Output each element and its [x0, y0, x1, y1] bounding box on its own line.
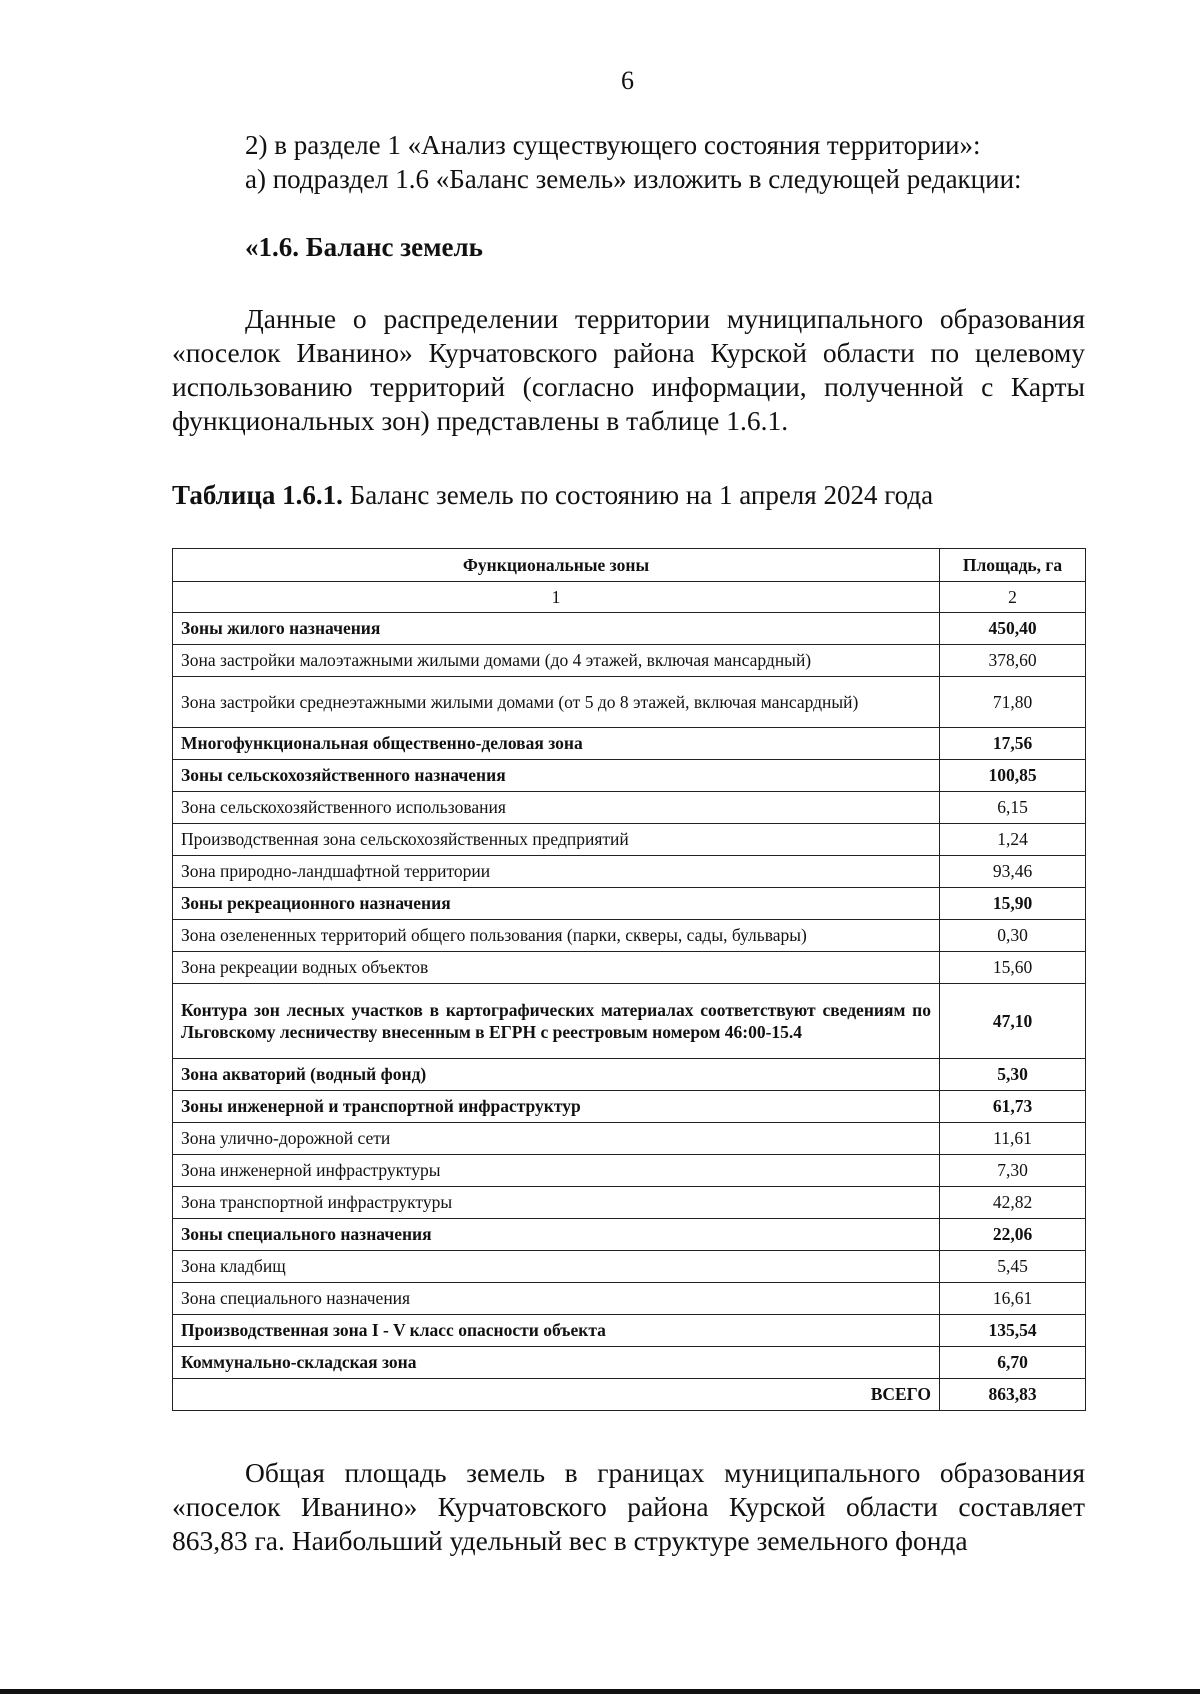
zone-name: Зона специального назначения [173, 1283, 940, 1315]
table-row [173, 677, 1086, 728]
table-column-numbers-row [173, 582, 1086, 613]
zone-name: Зона акваторий (водный фонд) [173, 1059, 940, 1091]
zone-area: 42,82 [940, 1187, 1086, 1219]
table-total-row [173, 1379, 1086, 1411]
table-row [173, 920, 1086, 952]
table-row [173, 1315, 1086, 1347]
zone-area: 6,15 [940, 792, 1086, 824]
column-number-1: 1 [173, 582, 940, 613]
total-label: ВСЕГО [173, 1379, 940, 1411]
zone-name: Зона застройки малоэтажными жилыми домами (до 4 этажей, включая мансардный) [173, 645, 940, 677]
table-row [173, 952, 1086, 984]
table-row [173, 1123, 1086, 1155]
zone-name: Зона улично-дорожной сети [173, 1123, 940, 1155]
zone-name: Зоны сельскохозяйственного назначения [173, 760, 940, 792]
zone-name: Зона инженерной инфраструктуры [173, 1155, 940, 1187]
zone-name: Коммунально-складская зона [173, 1347, 940, 1379]
table-row [173, 792, 1086, 824]
zone-name: Зоны специального назначения [173, 1219, 940, 1251]
table-row [173, 1219, 1086, 1251]
zone-area: 93,46 [940, 856, 1086, 888]
table-caption [172, 478, 933, 512]
zone-area: 16,61 [940, 1283, 1086, 1315]
zone-area: 0,30 [940, 920, 1086, 952]
table-caption-text: Баланс земель по состоянию на 1 апреля 2024 года [342, 480, 934, 510]
zone-area: 15,60 [940, 952, 1086, 984]
zone-name: Зоны жилого назначения [173, 613, 940, 645]
zone-name: Производственная зона сельскохозяйственных предприятий [173, 824, 940, 856]
table-row [173, 728, 1086, 760]
table-row [173, 760, 1086, 792]
zone-name: Зона кладбищ [173, 1251, 940, 1283]
zone-area: 11,61 [940, 1123, 1086, 1155]
zone-area: 1,24 [940, 824, 1086, 856]
paragraph-summary: Общая площадь земель в границах муниципального образования «поселок Иванино» Курчатовского района Курской области составляет 863,83 га. Наибольший удельный вес в структуре земельного фонда [172, 1457, 1085, 1556]
table-caption-label: Таблица 1.6.1. [172, 480, 343, 510]
table-header-row [173, 549, 1086, 582]
header-zones: Функциональные зоны [173, 549, 940, 582]
section-heading: «1.6. Баланс земель [245, 232, 483, 262]
zone-area: 5,45 [940, 1251, 1086, 1283]
zone-name: Многофункциональная общественно-деловая зона [173, 728, 940, 760]
zone-area: 71,80 [940, 677, 1086, 728]
table-row [173, 1155, 1086, 1187]
table-row [173, 856, 1086, 888]
zone-area: 7,30 [940, 1155, 1086, 1187]
table-row [173, 1347, 1086, 1379]
table-row [173, 613, 1086, 645]
zone-area: 378,60 [940, 645, 1086, 677]
paragraph-intro: Данные о распределении территории муниципального образования «поселок Иванино» Курчатовского района Курской области по целевому использованию территорий (согласно информации, полученной с Карты функциональных зон) представлены в таблице 1.6.1. [172, 303, 1085, 436]
zone-area: 61,73 [940, 1091, 1086, 1123]
table-row [173, 645, 1086, 677]
zone-area: 6,70 [940, 1347, 1086, 1379]
zone-name: Зоны инженерной и транспортной инфраструктур [173, 1091, 940, 1123]
table-row [173, 1283, 1086, 1315]
zone-area: 15,90 [940, 888, 1086, 920]
column-number-2: 2 [940, 582, 1086, 613]
zone-name: Зона рекреации водных объектов [173, 952, 940, 984]
total-value: 863,83 [940, 1379, 1086, 1411]
zone-name: Зона природно-ландшафтной территории [173, 856, 940, 888]
zone-area: 22,06 [940, 1219, 1086, 1251]
header-area: Площадь, га [940, 549, 1086, 582]
page-number: 6 [621, 66, 634, 95]
table-row [173, 1187, 1086, 1219]
table-row [173, 1251, 1086, 1283]
zone-name: Зона транспортной инфраструктуры [173, 1187, 940, 1219]
intro-line-1: 2) в разделе 1 «Анализ существующего состояния территории»: [245, 130, 981, 160]
table-row [173, 1091, 1086, 1123]
zone-name: Контура зон лесных участков в картографических материалах соответствуют сведениям по Льговскому лесничеству внесенным в ЕГРН с реестровым номером 46:00-15.4 [173, 984, 940, 1059]
table-row [173, 1059, 1086, 1091]
zone-area: 100,85 [940, 760, 1086, 792]
land-balance-table [172, 548, 1086, 1411]
table-row [173, 824, 1086, 856]
zone-area: 17,56 [940, 728, 1086, 760]
zone-name: Зона озелененных территорий общего пользования (парки, скверы, сады, бульвары) [173, 920, 940, 952]
zone-name: Зона застройки среднеэтажными жилыми домами (от 5 до 8 этажей, включая мансардный) [173, 677, 940, 728]
zone-area: 135,54 [940, 1315, 1086, 1347]
bottom-rule [0, 1689, 1200, 1694]
table-row [173, 984, 1086, 1059]
zone-area: 5,30 [940, 1059, 1086, 1091]
zone-name: Производственная зона I - V класс опасности объекта [173, 1315, 940, 1347]
table-row [173, 888, 1086, 920]
zone-area: 450,40 [940, 613, 1086, 645]
zone-area: 47,10 [940, 984, 1086, 1059]
intro-line-2: а) подраздел 1.6 «Баланс земель» изложить в следующей редакции: [245, 164, 1022, 194]
zone-name: Зона сельскохозяйственного использования [173, 792, 940, 824]
zone-name: Зоны рекреационного назначения [173, 888, 940, 920]
